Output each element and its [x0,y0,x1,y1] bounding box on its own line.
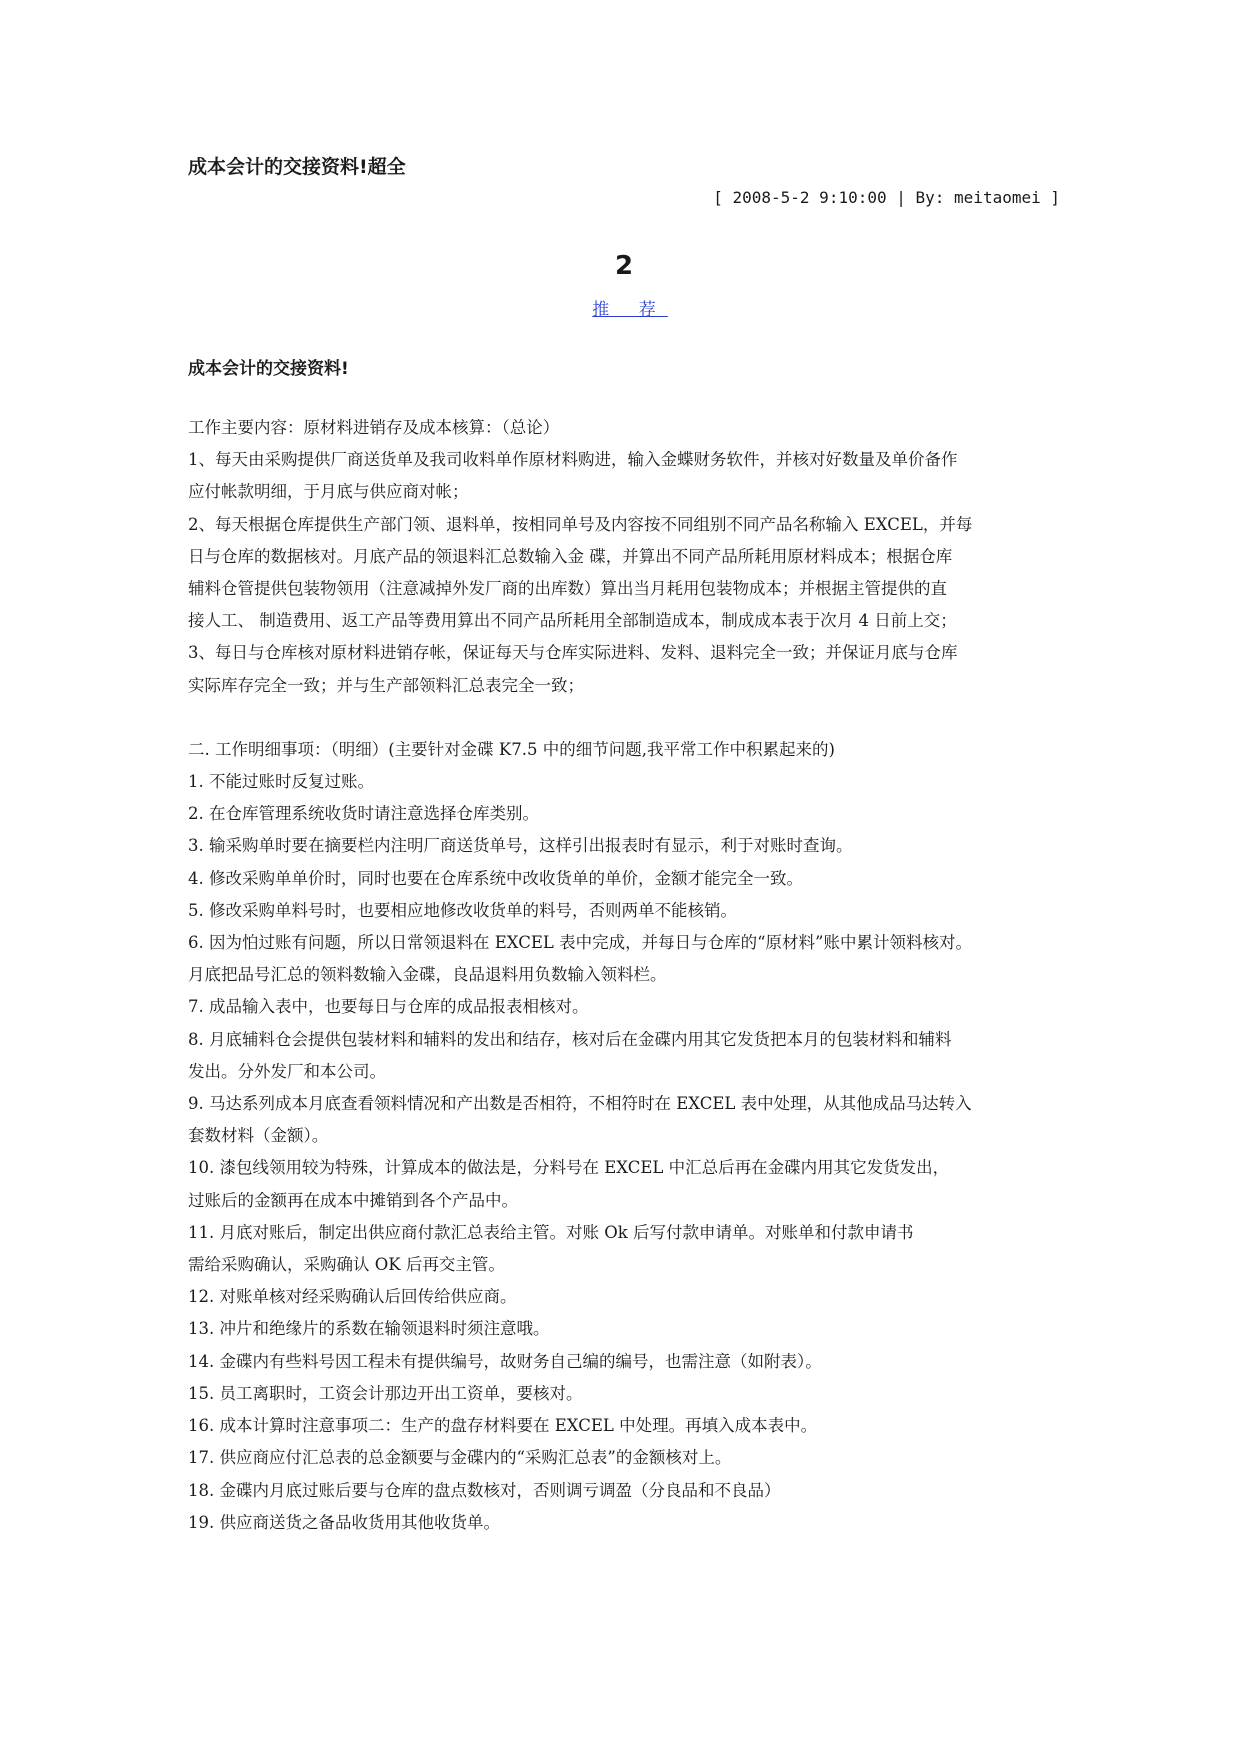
text-line: 12. 对账单核对经采购确认后回传给供应商。 [188,1287,517,1307]
text-line: 1、每天由采购提供厂商送货单及我司收料单作原材料购进，输入金蝶财务软件，并核对好数量及单价备作 [188,450,958,470]
text-line: 2. 在仓库管理系统收货时请注意选择仓库类别。 [188,804,539,824]
text-line: 15. 员工离职时，工资会计那边开出工资单，要核对。 [188,1383,583,1403]
section-details [188,734,1060,1539]
section-overview [188,412,1060,702]
text-line: 接人工、 制造费用、返工产品等费用算出不同产品所耗用全部制造成本，制成成本表于次月 4 日前上交； [188,611,957,631]
text-line: 工作主要内容：原材料进销存及成本核算：（总论） [188,418,560,437]
recommend-link[interactable]: 推 荐 [592,300,668,320]
text-line: 需给采购确认，采购确认 OK 后再交主管。 [188,1255,505,1275]
text-line: 13. 冲片和绝缘片的系数在输领退料时须注意哦。 [188,1319,550,1339]
text-line: 应付帐款明细，于月底与供应商对帐； [188,482,469,502]
section-gap [188,702,1060,734]
text-line: 发出。分外发厂和本公司。 [188,1061,386,1081]
text-line: 9. 马达系列成本月底查看领料情况和产出数是否相符，不相符时在 EXCEL 表中处理，从其他成品马达转入 [188,1094,972,1114]
text-line: 月底把品号汇总的领料数输入金碟，良品退料用负数输入领料栏。 [188,965,667,985]
section-number: 2 [614,251,634,281]
article-body [188,412,1060,1539]
text-line: 10. 漆包线领用较为特殊，计算成本的做法是，分料号在 EXCEL 中汇总后再在金碟内用其它发货发出， [188,1158,950,1178]
text-line: 套数材料（金额）。 [188,1126,329,1146]
post-meta: [ 2008-5-2 9:10:00 | By: meitaomei ] [713,188,1060,207]
text-line: 3. 输采购单时要在摘要栏内注明厂商送货单号，这样引出报表时有显示，利于对账时查询。 [188,836,853,856]
text-line: 3、每日与仓库核对原材料进销存帐，保证每天与仓库实际进料、发料、退料完全一致；并保证月底与仓库 [188,643,958,663]
text-line: 8. 月底辅料仓会提供包装材料和辅料的发出和结存，核对后在金碟内用其它发货把本月的包装材料和辅料 [188,1029,952,1049]
text-line: 1. 不能过账时反复过账。 [188,772,374,792]
text-line: 二. 工作明细事项：（明细）(主要针对金碟 K7.5 中的细节问题,我平常工作中积累起来的) [188,739,835,759]
text-line: 辅料仓管提供包装物领用（注意减掉外发厂商的出库数）算出当月耗用包装物成本；并根据主管提供的直 [188,579,947,599]
text-line: 过账后的金额再在成本中摊销到各个产品中。 [188,1190,518,1210]
document-page [188,150,1060,1539]
text-line: 18. 金碟内月底过账后要与仓库的盘点数核对，否则调亏调盈（分良品和不良品） [188,1480,781,1500]
article-title: 成本会计的交接资料!超全 [188,156,406,178]
text-line: 6. 因为怕过账有问题，所以日常领退料在 EXCEL 表中完成，并每日与仓库的“原材料”账中累计领料核对。 [188,933,972,953]
text-line: 实际库存完全一致；并与生产部领料汇总表完全一致； [188,675,584,695]
text-line: 2、每天根据仓库提供生产部门领、退料单，按相同单号及内容按不同组别不同产品名称输入 EXCEL，并每 [188,514,973,534]
text-line: 4. 修改采购单单价时，同时也要在仓库系统中改收货单的单价，金额才能完全一致。 [188,868,803,888]
text-line: 14. 金碟内有些料号因工程未有提供编号，故财务自己编的编号，也需注意（如附表）。 [188,1351,822,1371]
text-line: 5. 修改采购单料号时，也要相应地修改收货单的料号，否则两单不能核销。 [188,900,737,920]
text-line: 日与仓库的数据核对。月底产品的领退料汇总数输入金 碟，并算出不同产品所耗用原材料成本；根据仓库 [188,546,953,566]
text-line: 17. 供应商应付汇总表的总金额要与金碟内的“采购汇总表”的金额核对上。 [188,1448,732,1468]
article-subtitle: 成本会计的交接资料! [188,359,349,379]
text-line: 7. 成品输入表中，也要每日与仓库的成品报表相核对。 [188,997,589,1017]
text-line: 19. 供应商送货之备品收货用其他收货单。 [188,1512,500,1532]
text-line: 11. 月底对账后，制定出供应商付款汇总表给主管。对账 Ok 后写付款申请单。对账单和付款申请书 [188,1222,914,1242]
recommend-row [188,294,1060,326]
text-line: 16. 成本计算时注意事项二：生产的盘存材料要在 EXCEL 中处理。再填入成本表中。 [188,1416,818,1436]
